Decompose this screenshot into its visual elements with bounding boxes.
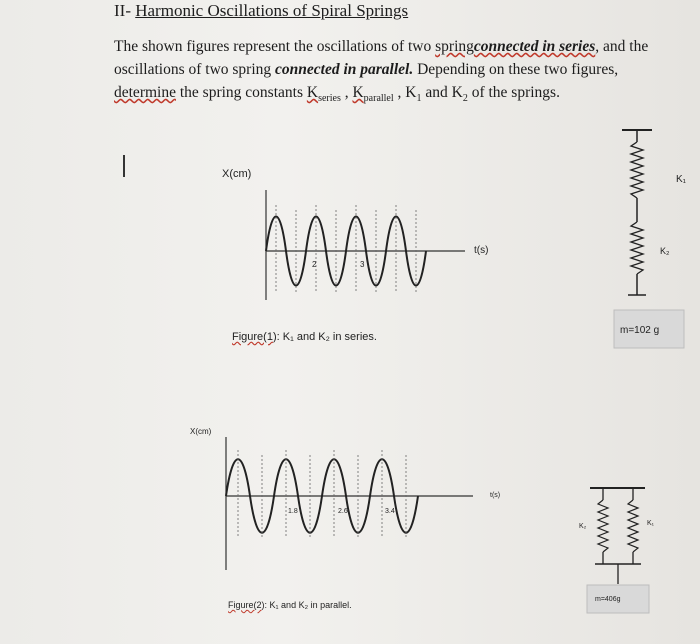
mass-label-2: m=406g xyxy=(595,596,621,603)
figure1-tick-3: 3 xyxy=(360,260,365,269)
section-heading: II- Harmonic Oscillations of Spiral Springs xyxy=(114,1,409,20)
spring-k1-parallel xyxy=(628,500,638,552)
problem-statement: The shown figures represent the oscillations of two springconnected in series, and the oscillations of two spring connected in parallel. Depending on these two figures, determine the spring constants $K_{series}$ , $K_{parallel}$ , $K_1$ and $K_2$ of the springs. xyxy=(114,38,649,105)
spell-flag-spring: spring xyxy=(435,38,474,55)
label-k1-parallel: K₁ xyxy=(647,520,655,527)
figure1-ylabel: X(cm) xyxy=(222,168,252,180)
figure2-caption: Figure(2): K₁ and K₂ in parallel. xyxy=(228,600,352,610)
figure1-caption: Figure(1): K₁ and K₂ in series. xyxy=(232,331,377,343)
text-cursor xyxy=(123,155,125,177)
parallel-spring-diagram xyxy=(565,478,675,618)
figure2-ylabel: X(cm) xyxy=(190,427,212,436)
figure1-xlabel: t(s) xyxy=(474,245,489,256)
label-k2-series: K₂ xyxy=(660,246,670,256)
spell-flag-determine: determine xyxy=(114,84,176,101)
label-k2-parallel: K₂ xyxy=(579,523,587,530)
figure2-tick-2-6: 2.6 xyxy=(338,508,348,515)
figure2-tick-3-4: 3.4 xyxy=(385,508,395,515)
label-k1-series: K₁ xyxy=(676,174,687,185)
spring-k2-parallel xyxy=(598,500,608,552)
spring-k2 xyxy=(631,222,643,274)
spring-k1 xyxy=(631,142,643,198)
figure2-graph xyxy=(188,425,533,575)
figure1-tick-2: 2 xyxy=(312,260,317,269)
series-spring-diagram xyxy=(600,120,700,350)
section-title: Harmonic Oscillations of Spiral Springs xyxy=(135,1,409,20)
figure2-xlabel: t(s) xyxy=(490,492,501,499)
mass-label-1: m=102 g xyxy=(620,325,660,336)
figure2-tick-1-8: 1.8 xyxy=(288,508,298,515)
figure1-graph xyxy=(200,160,520,310)
